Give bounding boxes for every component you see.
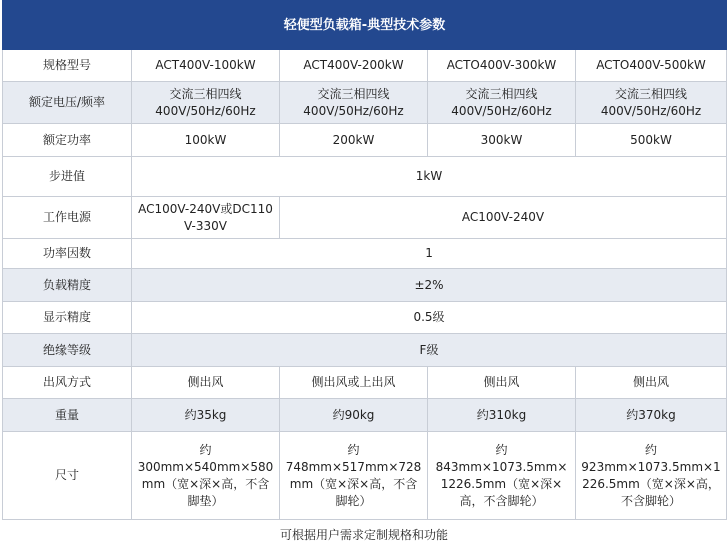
cell: 500kW: [576, 124, 727, 157]
row-label: 步进值: [3, 157, 132, 197]
row-label: 尺寸: [3, 432, 132, 520]
cell: ±2%: [132, 269, 727, 302]
cell: ACT400V-100kW: [132, 50, 280, 82]
row-label: 工作电源: [3, 197, 132, 239]
cell: 300kW: [428, 124, 576, 157]
table-row: [3, 124, 727, 157]
table-row: [3, 399, 727, 432]
table-row: [3, 269, 727, 302]
cell: AC100V-240V: [280, 197, 727, 239]
table-row: [3, 302, 727, 334]
cell: 约 748mm×517mm×728mm（宽×深×高，不含脚轮）: [280, 432, 428, 520]
row-label: 负载精度: [3, 269, 132, 302]
cell: 约90kg: [280, 399, 428, 432]
table-row: [3, 82, 727, 124]
cell: 约370kg: [576, 399, 727, 432]
row-label: 功率因数: [3, 239, 132, 269]
row-label: 绝缘等级: [3, 334, 132, 367]
footer-note: 可根据用户需求定制规格和功能: [279, 528, 448, 542]
cell: 侧出风: [132, 367, 280, 399]
cell: 200kW: [280, 124, 428, 157]
cell: ACTO400V-500kW: [576, 50, 727, 82]
table-row: [3, 334, 727, 367]
cell: F级: [132, 334, 727, 367]
table-row: [3, 197, 727, 239]
cell: ACT400V-200kW: [280, 50, 428, 82]
table-row: [3, 367, 727, 399]
row-label: 出风方式: [3, 367, 132, 399]
cell: 侧出风: [576, 367, 727, 399]
table-row: [3, 239, 727, 269]
cell: 侧出风或上出风: [280, 367, 428, 399]
cell: 约310kg: [428, 399, 576, 432]
table-row: [3, 157, 727, 197]
cell: 侧出风: [428, 367, 576, 399]
cell: 约 923mm×1073.5mm×1226.5mm（宽×深×高，不含脚轮）: [576, 432, 727, 520]
row-label: 重量: [3, 399, 132, 432]
cell: 约35kg: [132, 399, 280, 432]
cell: 交流三相四线 400V/50Hz/60Hz: [576, 82, 727, 124]
cell: 1: [132, 239, 727, 269]
cell: 约 300mm×540mm×580mm（宽×深×高，不含脚垫）: [132, 432, 280, 520]
cell: 交流三相四线 400V/50Hz/60Hz: [280, 82, 428, 124]
cell: 交流三相四线 400V/50Hz/60Hz: [132, 82, 280, 124]
cell: 100kW: [132, 124, 280, 157]
cell: ACTO400V-300kW: [428, 50, 576, 82]
row-label: 额定电压/频率: [3, 82, 132, 124]
row-label: 额定功率: [3, 124, 132, 157]
table-title: 轻便型负载箱-典型技术参数: [3, 1, 727, 50]
row-label: 规格型号: [3, 50, 132, 82]
spec-table: [2, 0, 727, 520]
cell: 约 843mm×1073.5mm×1226.5mm（宽×深×高，不含脚轮）: [428, 432, 576, 520]
row-label: 显示精度: [3, 302, 132, 334]
cell: AC100V-240V或DC110V-330V: [132, 197, 280, 239]
table-row: [3, 432, 727, 520]
cell: 1kW: [132, 157, 727, 197]
cell: 0.5级: [132, 302, 727, 334]
table-row: [3, 50, 727, 82]
cell: 交流三相四线 400V/50Hz/60Hz: [428, 82, 576, 124]
